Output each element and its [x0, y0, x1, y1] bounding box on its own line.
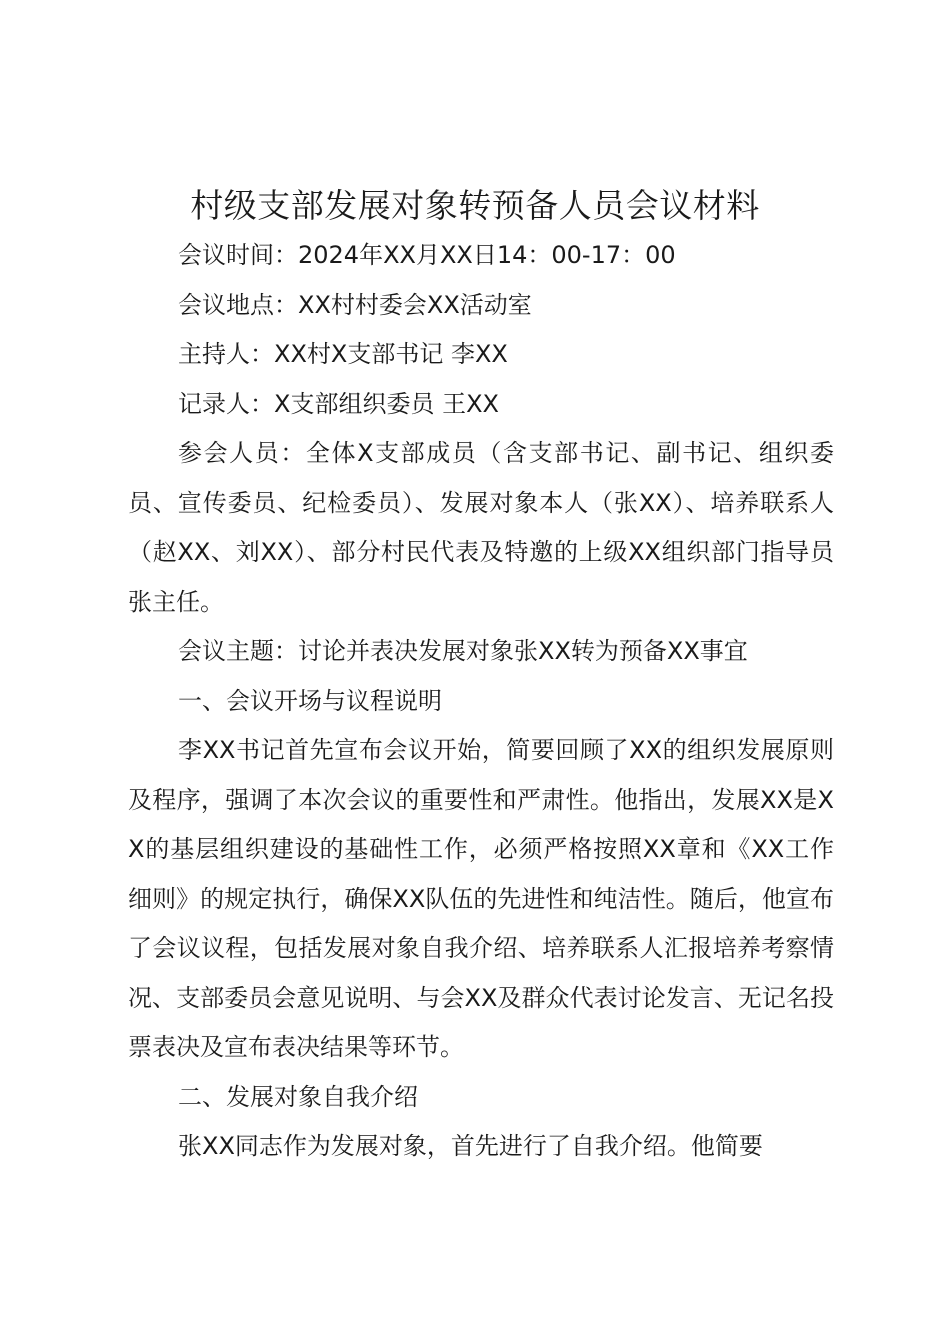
document-body [128, 231, 834, 1172]
meeting-location: 会议地点：XX村村委会XX活动室 [178, 290, 532, 319]
meeting-attendees: 参会人员：全体X支部成员（含支部书记、副书记、组织委员、宣传委员、纪检委员）、发展对象本人（张XX）、培养联系人（赵XX、刘XX）、部分村民代表及特邀的上级XX组织部门指导员张主任。 [128, 439, 834, 616]
section-heading-1: 一、会议开场与议程说明 [178, 686, 442, 715]
meeting-topic: 会议主题：讨论并表决发展对象张XX转为预备XX事宜 [178, 637, 748, 665]
meeting-recorder: 记录人：X支部组织委员 王XX [178, 389, 499, 418]
meeting-time: 会议时间：2024年XX月XX日14：00-17：00 [178, 241, 676, 269]
meeting-host: 主持人：XX村X支部书记 李XX [178, 340, 508, 368]
section-heading-2: 二、发展对象自我介绍 [178, 1082, 418, 1111]
document-title: 村级支部发展对象转预备人员会议材料 [190, 186, 760, 225]
section-2-body: 张XX同志作为发展对象，首先进行了自我介绍。他简要 [178, 1132, 763, 1160]
section-1-body: 李XX书记首先宣布会议开始，简要回顾了XX的组织发展原则及程序，强调了本次会议的重要性和严肃性。他指出，发展XX是XX的基层组织建设的基础性工作，必须严格按照XX章和《XX工作细则》的规定执行，确保XX队伍的先进性和纯洁性。随后，他宣布了会议议程，包括发展对象自我介绍、培养联系人汇报培养考察情况、支部委员会意见说明、与会XX及群众代表讨论发言、无记名投票表决及宣布表决结果等环节。 [128, 736, 834, 1061]
